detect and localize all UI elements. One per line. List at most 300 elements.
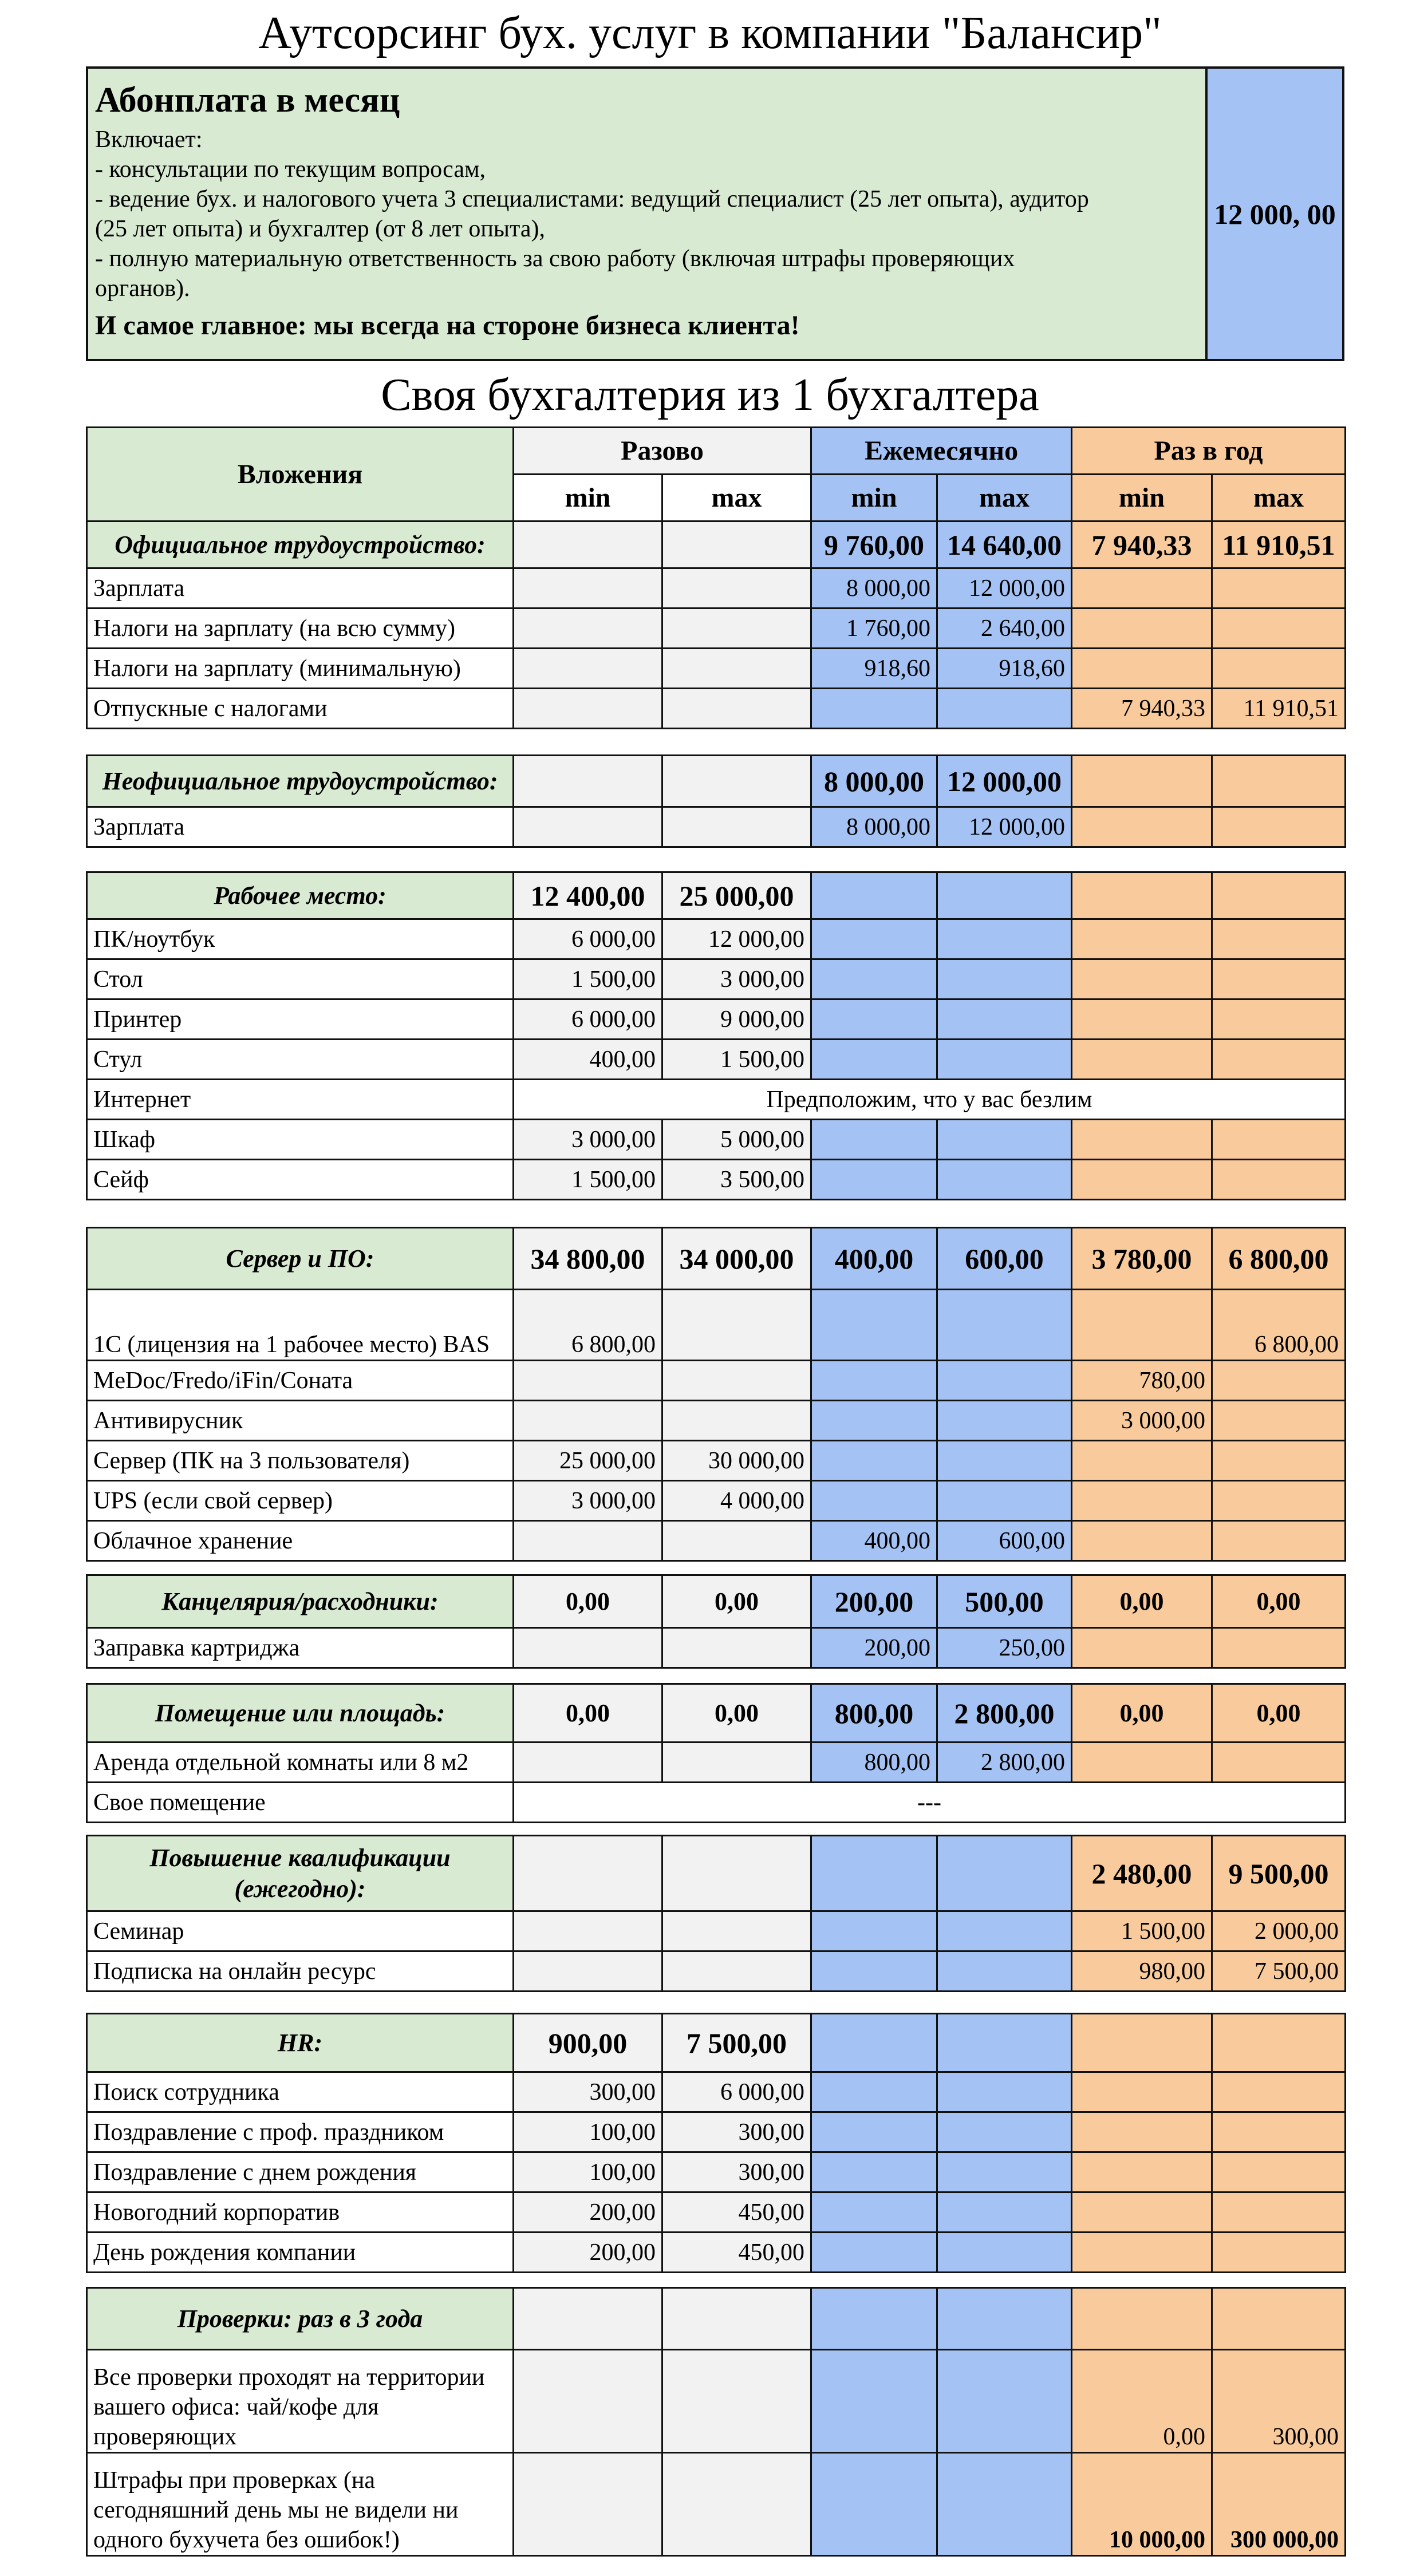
row-label: Поиск сотрудника [87, 2072, 514, 2112]
section-training [86, 1835, 1346, 1992]
value-cell [1072, 919, 1212, 959]
section-header-row [87, 756, 1346, 807]
section-label: Неофициальное трудоустройство: [87, 756, 514, 807]
value-cell [811, 1441, 937, 1481]
value-cell [811, 2112, 937, 2152]
value-cell: 10 000,00 [1072, 2453, 1212, 2556]
row-label: Принтер [87, 999, 514, 1040]
section-total-cell: 2 480,00 [1072, 1836, 1212, 1911]
value-cell [811, 2072, 937, 2112]
section-total-cell: 0,00 [514, 1575, 662, 1628]
section-total-cell [1212, 872, 1346, 919]
section-total-cell: 500,00 [937, 1575, 1072, 1628]
value-cell: 1 500,00 [514, 959, 662, 999]
section-total-cell: 0,00 [662, 1575, 811, 1628]
value-cell [811, 1401, 937, 1441]
value-cell [1072, 959, 1212, 999]
value-cell [937, 1441, 1072, 1481]
table-row [87, 919, 1346, 959]
value-cell [662, 1628, 811, 1668]
value-cell [937, 999, 1072, 1040]
table-row [87, 959, 1346, 999]
value-cell [514, 2350, 662, 2453]
value-cell [937, 1120, 1072, 1160]
value-cell [811, 999, 937, 1040]
value-cell [1072, 2233, 1212, 2273]
value-cell [811, 1951, 937, 1992]
header-investments: Вложения [87, 428, 514, 521]
value-cell [1212, 1628, 1346, 1668]
value-cell: 200,00 [514, 2192, 662, 2233]
value-cell: 12 000,00 [937, 807, 1072, 847]
value-cell [662, 1521, 811, 1561]
value-cell [811, 2152, 937, 2192]
value-cell: 918,60 [811, 649, 937, 689]
subscription-line: (25 лет опыта) и бухгалтер (от 8 лет опыта), [95, 216, 546, 242]
value-cell [514, 609, 662, 649]
table-row [87, 2453, 1346, 2556]
value-cell: 3 000,00 [514, 1481, 662, 1521]
value-cell [1072, 2192, 1212, 2233]
section-header-row [87, 1575, 1346, 1628]
section-label: Официальное трудоустройство: [87, 521, 514, 568]
section-total-cell: 34 800,00 [514, 1228, 662, 1290]
section-unofficial [86, 754, 1346, 848]
value-cell: 3 000,00 [1072, 1401, 1212, 1441]
section-total-cell: 2 800,00 [937, 1684, 1072, 1743]
value-cell: 100,00 [514, 2152, 662, 2192]
section-total-cell: 400,00 [811, 1228, 937, 1290]
value-cell: 7 500,00 [1212, 1951, 1346, 1992]
section-total-cell: 25 000,00 [662, 872, 811, 919]
section-audits [86, 2287, 1346, 2557]
value-cell [1072, 1040, 1212, 1080]
section-total-cell: 9 500,00 [1212, 1836, 1346, 1911]
value-cell [514, 1951, 662, 1992]
value-cell [937, 2453, 1072, 2556]
section-total-cell: 7 940,33 [1072, 521, 1212, 568]
value-cell: 9 000,00 [662, 999, 811, 1040]
value-cell [1072, 1521, 1212, 1561]
value-cell [937, 2152, 1072, 2192]
table-row [87, 609, 1346, 649]
subscription-line: органов). [95, 275, 190, 302]
row-label: Сервер (ПК на 3 пользователя) [87, 1441, 514, 1481]
value-cell [937, 1160, 1072, 1200]
value-cell: 7 940,33 [1072, 689, 1212, 729]
table-row [87, 2233, 1346, 2273]
value-cell [514, 689, 662, 729]
table-row [87, 1951, 1346, 1992]
value-cell [811, 1481, 937, 1521]
value-cell [1212, 919, 1346, 959]
value-cell [811, 2192, 937, 2233]
value-cell: 2 000,00 [1212, 1911, 1346, 1951]
value-cell [937, 2233, 1072, 2273]
merged-note-cell: --- [514, 1783, 1346, 1823]
section-total-cell [514, 2288, 662, 2350]
table-row [87, 807, 1346, 847]
section-total-cell [1072, 872, 1212, 919]
section-total-cell: 6 800,00 [1212, 1228, 1346, 1290]
section-total-cell [1212, 2014, 1346, 2072]
value-cell [937, 689, 1072, 729]
section-total-cell [1072, 756, 1212, 807]
value-cell: 2 800,00 [937, 1743, 1072, 1783]
subscription-title: Абонплата в месяц [95, 81, 400, 120]
section-header-row [87, 2288, 1346, 2350]
section-label: Сервер и ПО: [87, 1228, 514, 1290]
value-cell [1212, 1521, 1346, 1561]
row-label: Стол [87, 959, 514, 999]
value-cell: 5 000,00 [662, 1120, 811, 1160]
value-cell [1212, 2233, 1346, 2273]
value-cell: 8 000,00 [811, 807, 937, 847]
header-min: min [514, 475, 662, 521]
section-total-cell: 34 000,00 [662, 1228, 811, 1290]
row-label: UPS (если свой сервер) [87, 1481, 514, 1521]
table-row [87, 2350, 1346, 2453]
value-cell [1072, 999, 1212, 1040]
value-cell [811, 1290, 937, 1361]
value-cell [811, 1911, 937, 1951]
comparison-title: Своя бухгалтерия из 1 бухгалтера [381, 370, 1039, 420]
table-row [87, 1481, 1346, 1521]
value-cell [662, 609, 811, 649]
value-cell [1072, 2112, 1212, 2152]
value-cell [937, 919, 1072, 959]
value-cell: 300,00 [514, 2072, 662, 2112]
section-total-cell [662, 1836, 811, 1911]
value-cell [1212, 2112, 1346, 2152]
value-cell [514, 1628, 662, 1668]
value-cell: 6 000,00 [514, 999, 662, 1040]
section-header-row [87, 521, 1346, 568]
row-label: Все проверки проходят на территории вашего офиса: чай/кофе для проверяющих [87, 2350, 514, 2453]
value-cell: 450,00 [662, 2233, 811, 2273]
row-label: День рождения компании [87, 2233, 514, 2273]
table-row [87, 2072, 1346, 2112]
section-total-cell [1072, 2288, 1212, 2350]
value-cell [937, 2112, 1072, 2152]
value-cell: 0,00 [1072, 2350, 1212, 2453]
value-cell: 1 500,00 [514, 1160, 662, 1200]
value-cell: 200,00 [811, 1628, 937, 1668]
row-label: Стул [87, 1040, 514, 1080]
row-label: Семинар [87, 1911, 514, 1951]
section-total-cell: 12 000,00 [937, 756, 1072, 807]
section-total-cell: 9 760,00 [811, 521, 937, 568]
value-cell [937, 959, 1072, 999]
value-cell [662, 689, 811, 729]
value-cell [811, 959, 937, 999]
value-cell [937, 1951, 1072, 1992]
table-row [87, 1628, 1346, 1668]
value-cell [1212, 807, 1346, 847]
row-label: Поздравление с проф. праздником [87, 2112, 514, 2152]
value-cell: 200,00 [514, 2233, 662, 2273]
section-total-cell: 600,00 [937, 1228, 1072, 1290]
value-cell [514, 807, 662, 847]
row-label: Облачное хранение [87, 1521, 514, 1561]
value-cell [514, 568, 662, 609]
section-total-cell [662, 2288, 811, 2350]
section-label: Помещение или площадь: [87, 1684, 514, 1743]
value-cell: 1 760,00 [811, 609, 937, 649]
value-cell [662, 1401, 811, 1441]
section-total-cell [514, 521, 662, 568]
value-cell [662, 807, 811, 847]
value-cell [1212, 1401, 1346, 1441]
section-hr [86, 2013, 1346, 2273]
row-label: Свое помещение [87, 1783, 514, 1823]
header-min: min [811, 475, 937, 521]
section-total-cell: 0,00 [514, 1684, 662, 1743]
value-cell [1212, 1120, 1346, 1160]
section-label: HR: [87, 2014, 514, 2072]
section-total-cell: 0,00 [1072, 1575, 1212, 1628]
section-label: Повышение квалификации (ежегодно): [87, 1836, 514, 1911]
header-once: Разово [514, 428, 811, 475]
value-cell [1212, 1743, 1346, 1783]
header-max: max [937, 475, 1072, 521]
header-table [86, 426, 1346, 522]
value-cell [1212, 1481, 1346, 1521]
value-cell [1072, 1628, 1212, 1668]
value-cell [1212, 1361, 1346, 1401]
header-max: max [1212, 475, 1346, 521]
section-total-cell [1212, 2288, 1346, 2350]
value-cell [811, 1160, 937, 1200]
section-total-cell [811, 1836, 937, 1911]
section-workplace [86, 871, 1346, 1200]
value-cell: 780,00 [1072, 1361, 1212, 1401]
subscription-line: - консультации по текущим вопросам, [95, 156, 486, 183]
row-label: Антивирусник [87, 1401, 514, 1441]
table-row [87, 1441, 1346, 1481]
value-cell [514, 1521, 662, 1561]
section-total-cell: 0,00 [1212, 1575, 1346, 1628]
value-cell [1212, 609, 1346, 649]
value-cell: 6 000,00 [662, 2072, 811, 2112]
value-cell [662, 1290, 811, 1361]
value-cell: 400,00 [811, 1521, 937, 1561]
value-cell [1212, 959, 1346, 999]
value-cell [1212, 2072, 1346, 2112]
section-total-cell [662, 521, 811, 568]
section-total-cell: 800,00 [811, 1684, 937, 1743]
value-cell: 4 000,00 [662, 1481, 811, 1521]
section-total-cell: 12 400,00 [514, 872, 662, 919]
value-cell [811, 1120, 937, 1160]
value-cell [1072, 1743, 1212, 1783]
section-total-cell [811, 872, 937, 919]
value-cell [1072, 1290, 1212, 1361]
row-label: Интернет [87, 1080, 514, 1120]
value-cell: 12 000,00 [937, 568, 1072, 609]
table-row [87, 999, 1346, 1040]
row-label: Налоги на зарплату (минимальную) [87, 649, 514, 689]
section-label: Канцелярия/расходники: [87, 1575, 514, 1628]
value-cell [1212, 568, 1346, 609]
section-official [86, 520, 1346, 729]
row-label: Зарплата [87, 807, 514, 847]
value-cell: 980,00 [1072, 1951, 1212, 1992]
section-total-cell [937, 2288, 1072, 2350]
value-cell [937, 2350, 1072, 2453]
section-total-cell [811, 2288, 937, 2350]
section-premises [86, 1683, 1346, 1823]
subscription-line: Включает: [95, 127, 203, 153]
value-cell: 6 000,00 [514, 919, 662, 959]
row-label: Сейф [87, 1160, 514, 1200]
section-total-cell: 11 910,51 [1212, 521, 1346, 568]
value-cell [1072, 2072, 1212, 2112]
value-cell [1212, 649, 1346, 689]
table-row [87, 1783, 1346, 1823]
value-cell: 30 000,00 [662, 1441, 811, 1481]
value-cell [811, 689, 937, 729]
subscription-description [88, 69, 1208, 359]
subscription-box [86, 66, 1344, 361]
row-label: Аренда отдельной комнаты или 8 м2 [87, 1743, 514, 1783]
value-cell [1072, 1160, 1212, 1200]
value-cell [1072, 1441, 1212, 1481]
table-row [87, 2152, 1346, 2192]
table-row [87, 1040, 1346, 1080]
section-total-cell: 0,00 [662, 1684, 811, 1743]
row-label: Штрафы при проверках (на сегодняшний день мы не видели ни одного бухучета без ошибок!) [87, 2453, 514, 2556]
value-cell: 6 800,00 [514, 1290, 662, 1361]
section-total-cell: 0,00 [1212, 1684, 1346, 1743]
table-row [87, 2112, 1346, 2152]
section-total-cell [937, 872, 1072, 919]
value-cell: 300,00 [662, 2152, 811, 2192]
value-cell: 2 640,00 [937, 609, 1072, 649]
value-cell: 6 800,00 [1212, 1290, 1346, 1361]
value-cell [1072, 807, 1212, 847]
value-cell [811, 1361, 937, 1401]
table-row [87, 1401, 1346, 1441]
value-cell [1072, 1481, 1212, 1521]
value-cell: 800,00 [811, 1743, 937, 1783]
value-cell [937, 2192, 1072, 2233]
header-yearly: Раз в год [1072, 428, 1346, 475]
value-cell [937, 2072, 1072, 2112]
section-total-cell: 8 000,00 [811, 756, 937, 807]
value-cell [1072, 609, 1212, 649]
value-cell [514, 1911, 662, 1951]
section-total-cell: 900,00 [514, 2014, 662, 2072]
subscription-line: - полную материальную ответственность за свою работу (включая штрафы проверяющих [95, 246, 1015, 272]
value-cell [1212, 999, 1346, 1040]
value-cell [662, 1361, 811, 1401]
section-total-cell: 0,00 [1072, 1684, 1212, 1743]
value-cell [662, 568, 811, 609]
value-cell [811, 919, 937, 959]
value-cell [1212, 1160, 1346, 1200]
value-cell [662, 2350, 811, 2453]
table-row [87, 1080, 1346, 1120]
value-cell [514, 1401, 662, 1441]
value-cell [811, 2233, 937, 2273]
table-row [87, 568, 1346, 609]
value-cell: 300,00 [662, 2112, 811, 2152]
value-cell: 600,00 [937, 1521, 1072, 1561]
row-label: Заправка картриджа [87, 1628, 514, 1668]
row-label: ПК/ноутбук [87, 919, 514, 959]
header-monthly: Ежемесячно [811, 428, 1072, 475]
value-cell: 3 000,00 [514, 1120, 662, 1160]
value-cell: 1 500,00 [1072, 1911, 1212, 1951]
section-total-cell [937, 2014, 1072, 2072]
value-cell [811, 2453, 937, 2556]
section-total-cell: 7 500,00 [662, 2014, 811, 2072]
value-cell [937, 1290, 1072, 1361]
table-row [87, 649, 1346, 689]
section-total-cell: 3 780,00 [1072, 1228, 1212, 1290]
value-cell [811, 2350, 937, 2453]
section-label: Проверки: раз в 3 года [87, 2288, 514, 2350]
table-row [87, 1521, 1346, 1561]
subscription-line: - ведение бух. и налогового учета 3 специалистами: ведущий специалист (25 лет опыта), аудитор [95, 186, 1089, 212]
table-row [87, 1160, 1346, 1200]
table-row [87, 1120, 1346, 1160]
section-header-row [87, 1684, 1346, 1743]
value-cell [1072, 568, 1212, 609]
value-cell [662, 1743, 811, 1783]
value-cell [1072, 649, 1212, 689]
value-cell [514, 649, 662, 689]
row-label: 1С (лицензия на 1 рабочее место) BAS [87, 1290, 514, 1361]
section-office-supplies [86, 1574, 1346, 1669]
table-row [87, 1743, 1346, 1783]
value-cell: 250,00 [937, 1628, 1072, 1668]
value-cell: 3 000,00 [662, 959, 811, 999]
row-label: Поздравление с днем рождения [87, 2152, 514, 2192]
table-row [87, 1290, 1346, 1361]
value-cell [1212, 2192, 1346, 2233]
table-row [87, 1911, 1346, 1951]
header-min: min [1072, 475, 1212, 521]
value-cell: 300,00 [1212, 2350, 1346, 2453]
section-total-cell: 200,00 [811, 1575, 937, 1628]
value-cell [514, 1743, 662, 1783]
value-cell [937, 1401, 1072, 1441]
section-label: Рабочее место: [87, 872, 514, 919]
row-label: MeDoc/Fredo/iFin/Соната [87, 1361, 514, 1401]
section-total-cell [662, 756, 811, 807]
value-cell: 400,00 [514, 1040, 662, 1080]
section-total-cell [811, 2014, 937, 2072]
table-row [87, 2192, 1346, 2233]
table-row [87, 689, 1346, 729]
section-total-cell [937, 1836, 1072, 1911]
section-total-cell [1072, 2014, 1212, 2072]
value-cell: 100,00 [514, 2112, 662, 2152]
value-cell [662, 1951, 811, 1992]
value-cell [937, 1361, 1072, 1401]
row-label: Шкаф [87, 1120, 514, 1160]
value-cell: 300 000,00 [1212, 2453, 1346, 2556]
value-cell [1212, 2152, 1346, 2192]
value-cell: 8 000,00 [811, 568, 937, 609]
document-title: Аутсорсинг бух. услуг в компании "Балансир" [258, 8, 1162, 58]
value-cell: 3 500,00 [662, 1160, 811, 1200]
value-cell [1072, 2152, 1212, 2192]
value-cell [937, 1040, 1072, 1080]
section-header-row [87, 1836, 1346, 1911]
